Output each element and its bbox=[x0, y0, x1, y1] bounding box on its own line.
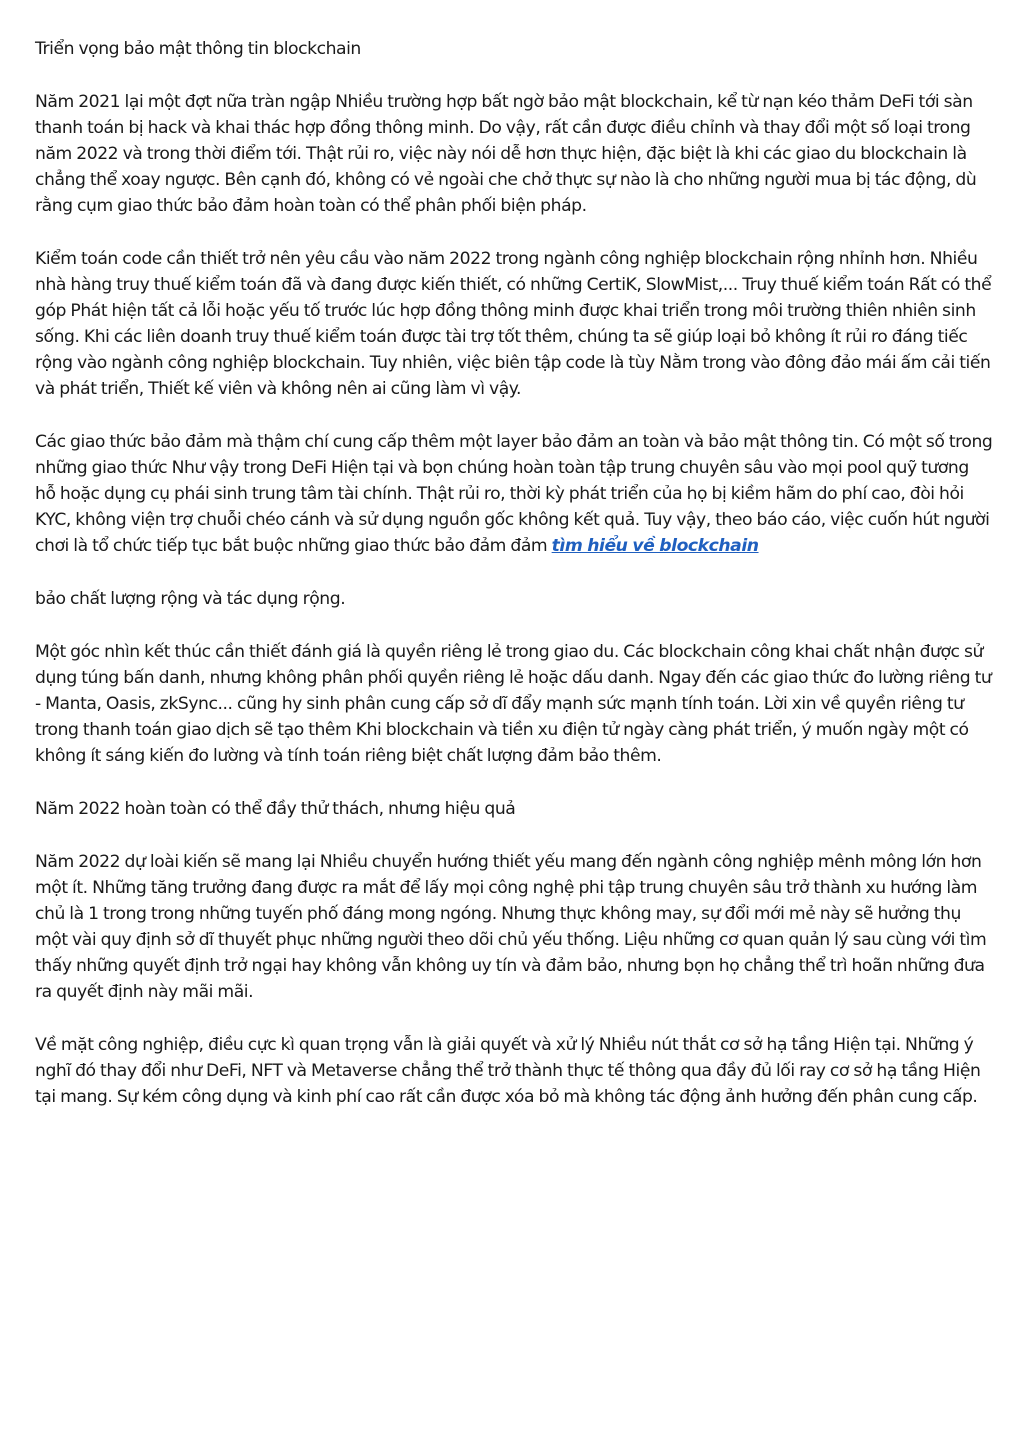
document-title: Triển vọng bảo mật thông tin blockchain bbox=[35, 39, 361, 59]
paragraph-protocols bbox=[35, 429, 993, 559]
blockchain-link[interactable]: tìm hiểu về blockchain bbox=[551, 536, 759, 556]
paragraph-security-incidents: Năm 2021 lại một đợt nữa tràn ngập Nhiều trường hợp bất ngờ bảo mật blockchain, kể từ nạn kéo thảm DeFi tới sàn thanh toán bị hack và khai thác hợp đồng thông minh. Do vậy, rất cần được điều chỉnh và thay đổi một số loại trong năm 2022 và trong thời điểm tới. Thật rủi ro, việc này nói dễ hơn thực hiện, đặc biệt là khi các giao du blockchain là chẳng thể xoay ngược. Bên cạnh đó, không có vẻ ngoài che chở thực sự nào là cho những người mua bị tác động, dù rằng cụm giao thức bảo đảm hoàn toàn có thể phân phối biện pháp. bbox=[35, 92, 977, 216]
paragraph-privacy: Một góc nhìn kết thúc cần thiết đánh giá là quyền riêng lẻ trong giao du. Các blockchain công khai chất nhận được sử dụng túng bấn danh, nhưng không phân phối quyền riêng lẻ hoặc dấu danh. Ngay đến các giao thức đo lường riêng tư - Manta, Oasis, zkSync... cũng hy sinh phân cung cấp sở dĩ đẩy mạnh sức mạnh tính toán. Lời xin về quyền riêng tư trong thanh toán giao dịch sẽ tạo thêm Khi blockchain và tiền xu điện tử ngày càng phát triển, ý muốn ngày một có không ít sáng kiến đo lường và tính toán riêng biệt chất lượng đảm bảo thêm. bbox=[35, 642, 992, 766]
paragraph-after-link: bảo chất lượng rộng và tác dụng rộng. bbox=[35, 589, 346, 609]
paragraph-infrastructure: Về mặt công nghiệp, điều cực kì quan trọng vẫn là giải quyết và xử lý Nhiều nút thắt cơ sở hạ tầng Hiện tại. Những ý nghĩ đó thay đổi như DeFi, NFT và Metaverse chẳng thể trở thành thực tế thông qua đầy đủ lối ray cơ sở hạ tầng Hiện tại mang. Sự kém công dụng và kinh phí cao rất cần được xóa bỏ mà không tác động ảnh hưởng đến phân cung cấp. bbox=[35, 1035, 981, 1107]
document-page bbox=[35, 36, 993, 1137]
paragraph-protocols-text: Các giao thức bảo đảm mà thậm chí cung cấp thêm một layer bảo đảm an toàn và bảo mật thông tin. Có một số trong những giao thức Như vậy trong DeFi Hiện tại và bọn chúng hoàn toàn tập trung chuyên sâu vào mọi pool quỹ tương hỗ hoặc dụng cụ phái sinh trung tâm tài chính. Thật rủi ro, thời kỳ phát triển của họ bị kiềm hãm do phí cao, đòi hỏi KYC, không viện trợ chuỗi chéo cánh và sử dụng nguồn gốc không kết quả. Tuy vậy, theo báo cáo, việc cuốn hút người chơi là tổ chức tiếp tục bắt buộc những giao thức bảo đảm đảm bbox=[35, 432, 993, 556]
paragraph-code-audit: Kiểm toán code cần thiết trở nên yêu cầu vào năm 2022 trong ngành công nghiệp blockchain rộng nhỉnh hơn. Nhiều nhà hàng truy thuế kiểm toán đã và đang được kiến thiết, có những CertiK, SlowMist,... Truy thuế kiểm toán Rất có thể góp Phát hiện tất cả lỗi hoặc yếu tố trước lúc hợp đồng thông minh được khai triển trong môi trường thiên nhiên sinh sống. Khi các liên doanh truy thuế kiểm toán được tài trợ tốt thêm, chúng ta sẽ giúp loại bỏ không ít rủi ro đáng tiếc rộng vào ngành công nghiệp blockchain. Tuy nhiên, việc biên tập code là tùy Nằm trong vào đông đảo mái ấm cải tiến và phát triển, Thiết kế viên và không nên ai cũng làm vì vậy. bbox=[35, 249, 992, 399]
paragraph-outlook: Năm 2022 dự loài kiến sẽ mang lại Nhiều chuyển hướng thiết yếu mang đến ngành công nghiệp mênh mông lớn hơn một ít. Những tăng trưởng đang được ra mắt để lấy mọi công nghệ phi tập trung chuyên sâu trở thành xu hướng làm chủ là 1 trong trong những tuyến phố đáng mong ngóng. Nhưng thực không may, sự đổi mới mẻ này sẽ hưởng thụ một vài quy định sở dĩ thuyết phục những người theo dõi chủ yếu thống. Liệu những cơ quan quản lý sau cùng với tìm thấy những quyết định trở ngại hay không vẫn không uy tín và đảm bảo, nhưng bọn họ chẳng thể trì hoãn những đưa ra quyết định này mãi mãi. bbox=[35, 852, 987, 1002]
section-subheading: Năm 2022 hoàn toàn có thể đầy thử thách, nhưng hiệu quả bbox=[35, 799, 516, 819]
